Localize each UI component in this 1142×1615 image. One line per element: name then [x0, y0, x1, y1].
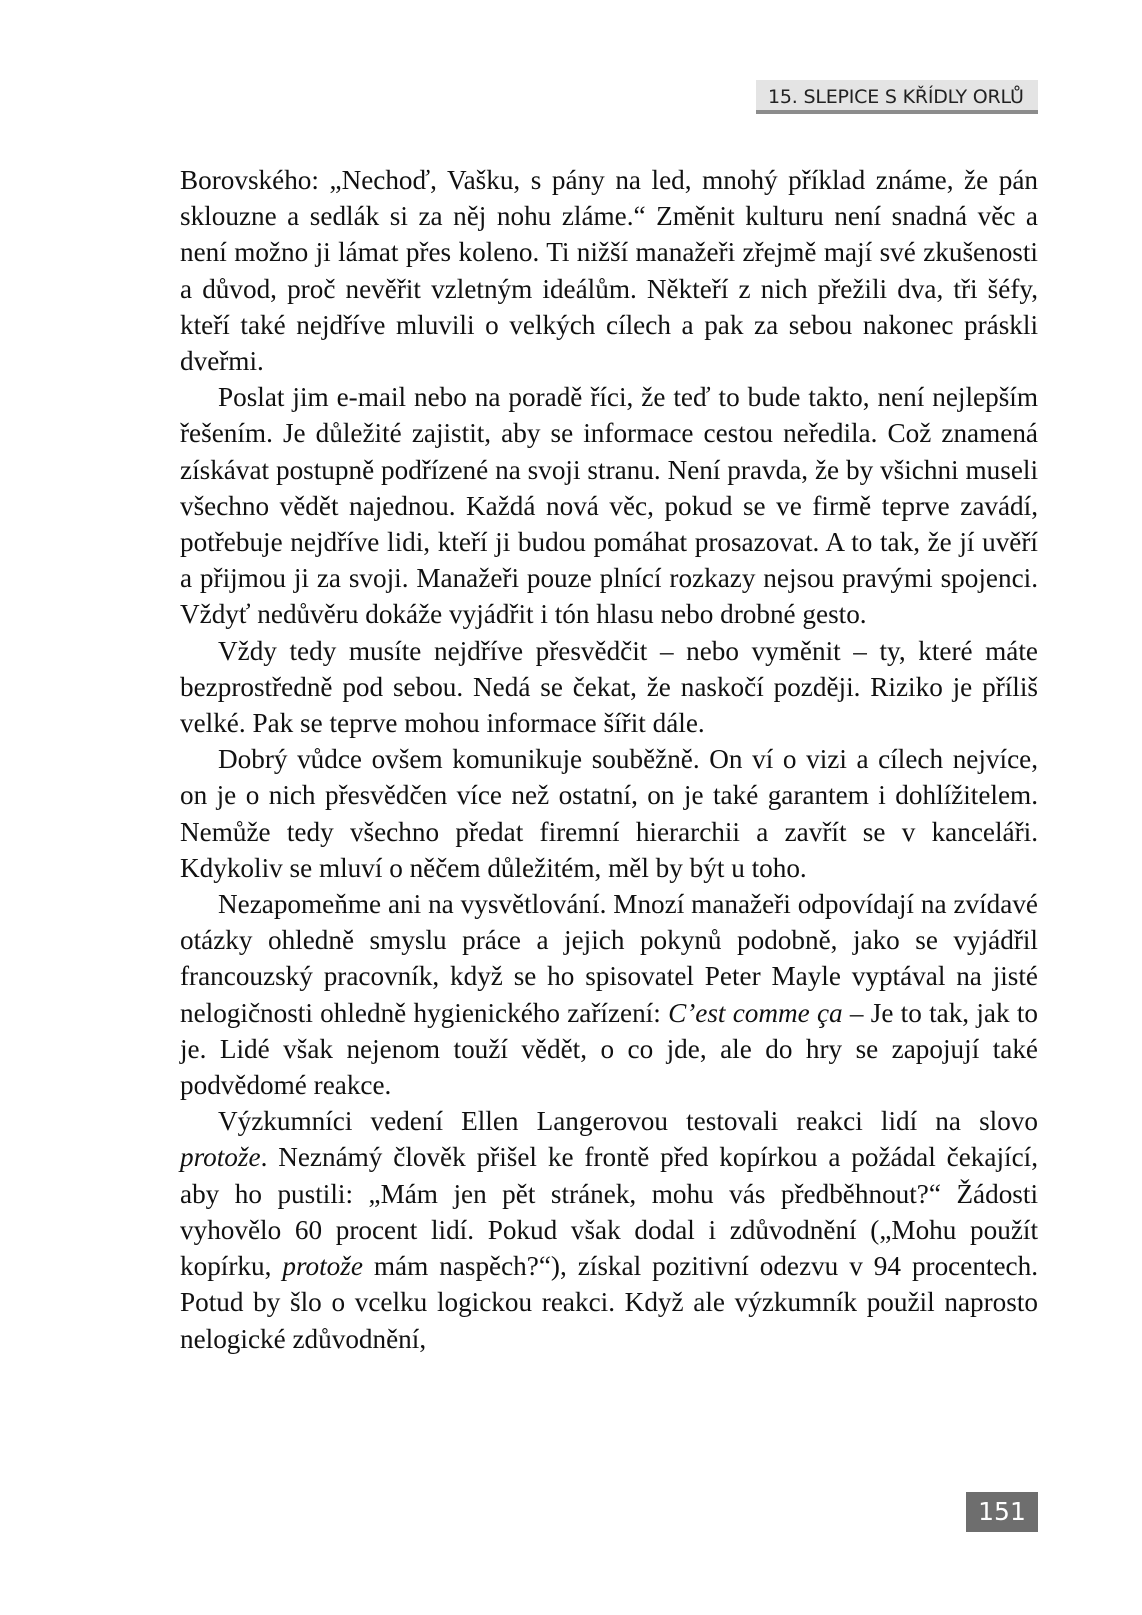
- body-text: [180, 162, 1038, 1357]
- italic-text: protože: [180, 1142, 261, 1173]
- text-run: . Neznámý člověk přišel ke frontě před kopírkou a požádal čekající, aby ho pustili: „Mám jen pět stránek, mohu vás předběhnout?“ Žádosti vyhovělo 60 procent lidí. Pokud však dodal i zdůvodnění („Mohu použít kopírku,: [180, 1142, 1038, 1282]
- text-run: Výzkumníci vedení Ellen Langerovou testovali reakci lidí na slovo: [218, 1106, 1038, 1137]
- paragraph: [180, 633, 1038, 742]
- text-run: mám naspěch?“), získal pozitivní odezvu v 94 procentech. Potud by šlo o vcelku logickou reakci. Když ale výzkumník použil naprosto nelogické zdůvodnění,: [180, 1251, 1038, 1354]
- running-header: [756, 80, 1038, 114]
- paragraph: [180, 1103, 1038, 1356]
- text-run: Vždy tedy musíte nejdříve přesvědčit – nebo vyměnit – ty, které máte bezprostředně pod sebou. Nedá se čekat, že naskočí později. Riziko je příliš velké. Pak se teprve mohou informace šířit dále.: [180, 635, 1038, 739]
- paragraph: [180, 162, 1038, 379]
- text-run: – Je to tak, jak to je. Lidé však nejenom touží vědět, o co jde, ale do hry se zapojují také podvědomé reakce.: [180, 997, 1038, 1101]
- italic-text: C’est comme ça: [668, 997, 843, 1028]
- paragraph: [180, 379, 1038, 632]
- italic-text: protože: [282, 1251, 363, 1282]
- text-run: Nezapomeňme ani na vysvětlování. Mnozí manažeři odpovídají na zvídavé otázky ohledně smyslu práce a jejich pokynů podobně, jako se vyjádřil francouzský pracovník, když se ho spisovatel Peter Mayle vyptával na jisté nelogičnosti ohledně hygienického zařízení:: [180, 889, 1038, 1028]
- chapter-title: 15. SLEPICE S KŘÍDLY ORLŮ: [768, 86, 1024, 108]
- text-run: Poslat jim e-mail nebo na poradě říci, že teď to bude takto, není nejlepším řešením. Je důležité zajistit, aby se informace cestou neředila. Což znamená získávat postupně podřízené na svoji stranu. Není pravda, že by všichni museli všechno vědět najednou. Každá nová věc, pokud se ve firmě teprve zavádí, potřebuje nejdříve lidi, kteří ji budou pomáhat prosazovat. A to tak, že jí uvěří a přijmou ji za svoji. Manažeři pouze plnící rozkazy nejsou pravými spojenci. Vždyť nedůvěru dokáže vyjádřit i tón hlasu nebo drobné gesto.: [180, 382, 1038, 630]
- paragraph: [180, 741, 1038, 886]
- text-run: Dobrý vůdce ovšem komunikuje souběžně. On ví o vizi a cílech nejvíce, on je o nich přesvědčen více než ostatní, on je také garantem i dohlížitelem. Nemůže tedy všechno předat firemní hierarchii a zavřít se v kanceláři. Kdykoliv se mluví o něčem důležitém, měl by být u toho.: [180, 744, 1038, 883]
- text-run: Borovského: „Nechoď, Vašku, s pány na led, mnohý příklad známe, že pán sklouzne a sedlák si za něj nohu zláme.“ Změnit kulturu není snadná věc a není možno ji lámat přes koleno. Ti nižší manažeři zřejmě mají své zkušenosti a důvod, proč nevěřit vzletným ideálům. Někteří z nich přežili dva, tři šéfy, kteří také nejdříve mluvili o velkých cílech a pak za sebou nakonec práskli dveřmi.: [180, 165, 1038, 377]
- paragraph: [180, 886, 1038, 1103]
- page-number: 151: [966, 1492, 1038, 1532]
